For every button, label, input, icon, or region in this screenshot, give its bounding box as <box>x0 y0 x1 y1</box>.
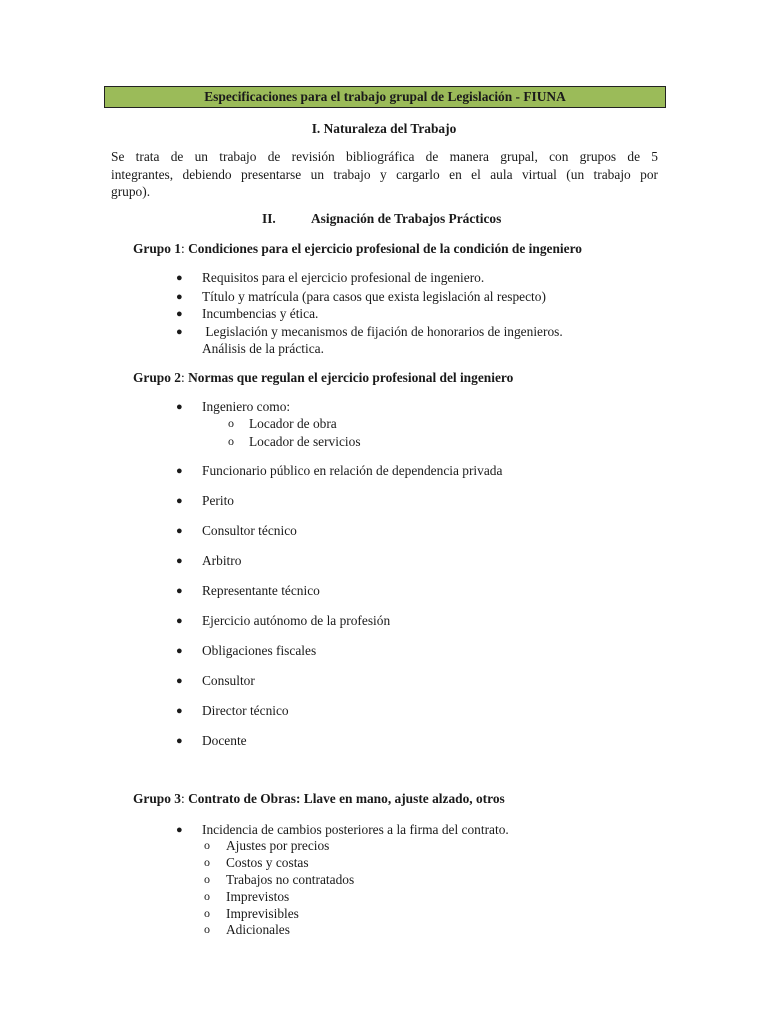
group-2-intro: Ingeniero como: <box>202 399 291 414</box>
sub-bullet-icon: o <box>228 416 234 430</box>
sub-bullet-icon: o <box>204 906 210 920</box>
group-2-item: Docente <box>202 733 247 748</box>
sub-bullet-icon: o <box>228 434 234 448</box>
paragraph-line: integrantes, debiendo presentarse un trabajo y cargarlo en el aula virtual (un trabajo por <box>111 166 658 182</box>
section-2-number: II. <box>262 211 276 226</box>
bullet-icon: ● <box>176 465 183 477</box>
group-3-label: Grupo 3 <box>133 791 181 806</box>
sub-bullet-icon: o <box>204 838 210 852</box>
group-1-item-continuation: Análisis de la práctica. <box>202 341 324 356</box>
group-3-intro: Incidencia de cambios posteriores a la firma del contrato. <box>202 822 509 837</box>
bullet-icon: ● <box>176 272 183 284</box>
bullet-icon: ● <box>176 585 183 597</box>
group-2-heading <box>133 370 513 386</box>
group-3-subitem: Costos y costas <box>226 855 309 870</box>
group-1-colon: : <box>181 241 185 256</box>
bullet-icon: ● <box>176 495 183 507</box>
group-3-subitem: Adicionales <box>226 922 290 937</box>
group-2-item: Arbitro <box>202 553 242 568</box>
bullet-icon: ● <box>176 291 183 303</box>
group-2-item: Perito <box>202 493 234 508</box>
group-1-heading <box>133 241 582 257</box>
sub-bullet-icon: o <box>204 855 210 869</box>
group-3-subitem: Imprevistos <box>226 889 290 904</box>
group-2-label: Grupo 2 <box>133 370 181 385</box>
group-3-title: Contrato de Obras: Llave en mano, ajuste alzado, otros <box>188 791 505 806</box>
document-title: Especificaciones para el trabajo grupal de Legislación - FIUNA <box>104 86 666 108</box>
sub-bullet-icon: o <box>204 872 210 886</box>
group-1-item: Título y matrícula (para casos que exista legislación al respecto) <box>202 289 546 304</box>
bullet-icon: ● <box>176 326 183 338</box>
group-2-item: Representante técnico <box>202 583 320 598</box>
group-2-item: Funcionario público en relación de dependencia privada <box>202 463 503 478</box>
group-3-subitem: Trabajos no contratados <box>226 872 355 887</box>
group-3-subitem: Ajustes por precios <box>226 838 330 853</box>
bullet-icon: ● <box>176 308 183 320</box>
sub-bullet-icon: o <box>204 922 210 936</box>
group-2-item: Consultor técnico <box>202 523 297 538</box>
bullet-icon: ● <box>176 675 183 687</box>
section-1-paragraph <box>111 148 658 201</box>
group-2-colon: : <box>181 370 185 385</box>
bullet-icon: ● <box>176 555 183 567</box>
bullet-icon: ● <box>176 824 183 836</box>
group-2-item: Obligaciones fiscales <box>202 643 317 658</box>
group-3-colon: : <box>181 791 185 806</box>
section-1-heading: I. Naturaleza del Trabajo <box>311 121 457 136</box>
group-3-subitem: Imprevisibles <box>226 906 299 921</box>
bullet-icon: ● <box>176 525 183 537</box>
sub-bullet-icon: o <box>204 889 210 903</box>
bullet-icon: ● <box>176 735 183 747</box>
bullet-icon: ● <box>176 705 183 717</box>
group-1-item: Legislación y mecanismos de fijación de honorarios de ingenieros. <box>202 324 563 339</box>
paragraph-line: Se trata de un trabajo de revisión bibliográfica de manera grupal, con grupos de 5 <box>111 149 658 164</box>
group-2-item: Consultor <box>202 673 255 688</box>
group-1-item: Incumbencias y ética. <box>202 306 319 321</box>
group-2-subitem: Locador de servicios <box>249 434 361 449</box>
bullet-icon: ● <box>176 401 183 413</box>
group-1-item: Requisitos para el ejercicio profesional de ingeniero. <box>202 270 485 285</box>
group-1-label: Grupo 1 <box>133 241 181 256</box>
group-1-title: Condiciones para el ejercicio profesional de la condición de ingeniero <box>188 241 582 256</box>
group-2-subitem: Locador de obra <box>249 416 337 431</box>
bullet-icon: ● <box>176 615 183 627</box>
group-2-item: Director técnico <box>202 703 289 718</box>
group-3-heading <box>133 791 505 807</box>
section-2-title: Asignación de Trabajos Prácticos <box>311 211 502 226</box>
group-2-item: Ejercicio autónomo de la profesión <box>202 613 391 628</box>
paragraph-line: grupo). <box>111 184 151 199</box>
bullet-icon: ● <box>176 645 183 657</box>
group-2-title: Normas que regulan el ejercicio profesional del ingeniero <box>188 370 514 385</box>
